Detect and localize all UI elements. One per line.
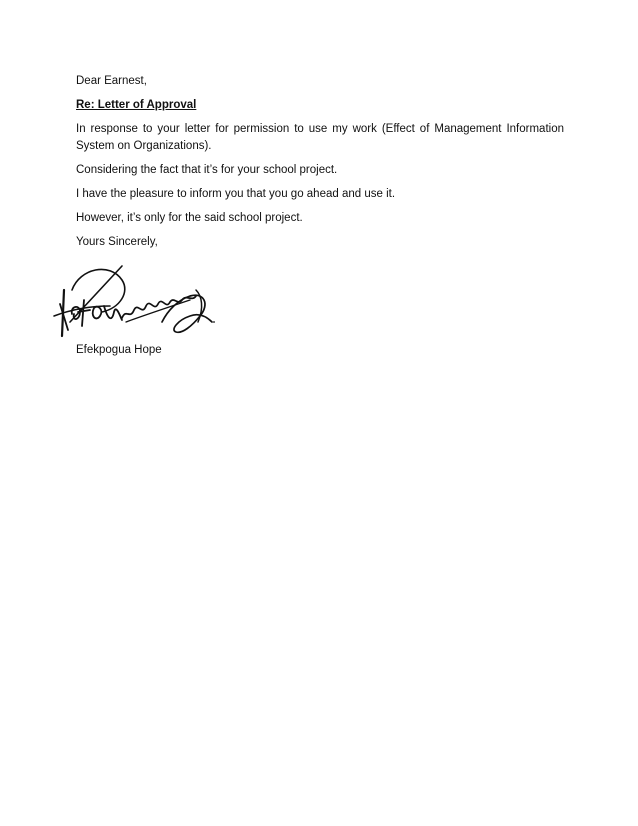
paragraph-approval: I have the pleasure to inform you that you go ahead and use it. <box>76 188 396 200</box>
paragraph-school-project: Considering the fact that it’s for your school project. <box>76 164 338 176</box>
handwritten-signature <box>50 260 218 342</box>
closing: Yours Sincerely, <box>76 236 158 248</box>
subject-line: Re: Letter of Approval <box>76 99 197 111</box>
signer-name: Efekpogua Hope <box>76 344 162 356</box>
paragraph-permission: In response to your letter for permission to use my work (Effect of Management Information System on Organizations). <box>76 123 564 152</box>
salutation: Dear Earnest, <box>76 75 147 87</box>
letter-body <box>76 73 564 258</box>
paragraph-restriction: However, it’s only for the said school project. <box>76 212 303 224</box>
